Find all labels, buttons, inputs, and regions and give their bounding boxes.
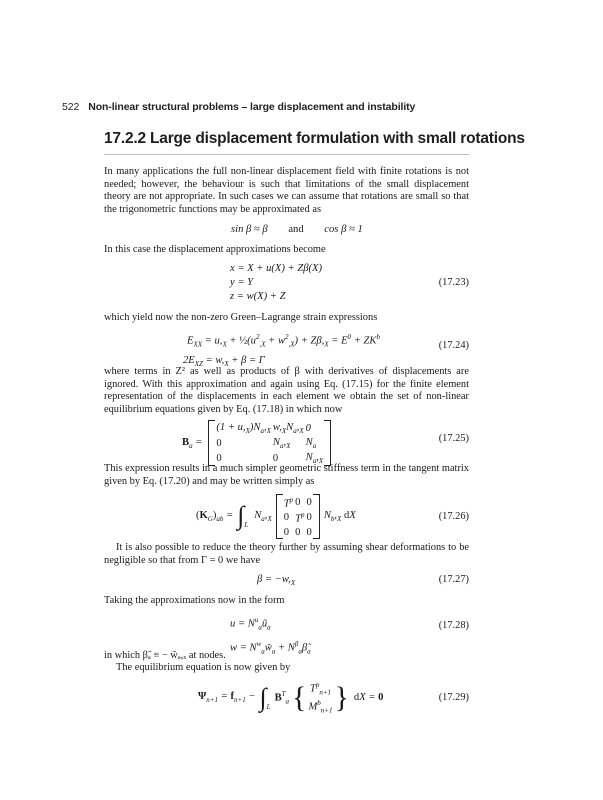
paragraph-4: where terms in Z² as well as products of β with derivatives of displacements are ignored. With this approximation and again using Eq. (17.15) for the finite element representation of the displacements in each element we obtain the set of non-linear equilibrium equations given by Eq. (17.18) in which now [104, 366, 469, 416]
paragraph-7: Taking the approximations now in the form [104, 595, 285, 606]
paragraph-5: This expression results in a much simpler geometric stiffness term in the tangent matrix given by Eq. (17.20) and may be written simply as [104, 463, 469, 487]
eq-17-23-line-2: y = Y [230, 277, 254, 288]
equation-number: (17.29) [438, 692, 469, 703]
equation-17-23 [230, 262, 322, 304]
approx-and: and [288, 224, 304, 235]
equation-17-28: $u = N^u_aũ_a$ $w = N^w_aw̃_a$ + $N^\beta_a\betã_a$ [230, 616, 311, 656]
approx-sin: sin β ≈ β [231, 224, 268, 235]
equation-17-25 [182, 420, 331, 466]
running-title: Non-linear structural problems – large displacement and instability [88, 101, 416, 113]
paragraph-3: which yield now the non-zero Green–Lagrange strain expressions [104, 312, 378, 323]
paragraph-2: In this case the displacement approximations become [104, 244, 326, 255]
equation-17-29 [198, 680, 383, 715]
eq-17-23-line-3: z = w(X) + Z [230, 291, 286, 302]
paragraph-8: in which β̃ₐ ≡ − w̃ₐ,ₓ at nodes. [104, 650, 226, 661]
eq-17-27-body: β = −w, [257, 574, 291, 585]
paragraph-6: It is also possible to reduce the theory further by assuming shear deformations to be negligible so that from Γ = 0 we have [104, 542, 469, 566]
eq-17-28-line-1: u = N [230, 618, 255, 630]
equation-number: (17.26) [438, 511, 469, 522]
section-title: 17.2.2 Large displacement formulation with small rotations [104, 130, 525, 147]
paragraph-1: In many applications the full non-linear displacement field with finite rotations is not needed; however, the behaviour is such that limitations of the small displacement theory are not appropriate. In such cases we can assume that rotations are small so that the trigonometric functions may be approximated as [104, 166, 469, 216]
running-header [62, 101, 415, 113]
geometric-stiffness-matrix: $(K_G)_{ab}$ = $\int_L$ $N_a,_X$ $T^p$ 0 0 $N_b,_X$ dX 0 $T^p$ 0 0 0 0 [196, 495, 356, 538]
equation-number: (17.25) [438, 433, 469, 444]
paragraph-9: The equilibrium equation is now given by [116, 662, 291, 673]
approx-cos: cos β ≈ 1 [324, 224, 363, 235]
matrix-B: $B_a$ = $(1 + u,_X)N_a,_X$ $w,_XN_a,_X$ 0 0 $N_a,_X$ $N_a$ 0 0 $N_a,_X$ [182, 420, 331, 466]
equation-number: (17.24) [438, 340, 469, 351]
page-number: 522 [62, 101, 80, 113]
equation-number: (17.28) [438, 620, 469, 631]
equilibrium-equation: $\Psi_{n+1} = f_{n+1}$ − $\int_L$ $B^T_a$ { $T^p_{n+1}$ } dX = 0 $M^b_{n+1}$ [198, 680, 384, 715]
equation-17-27: $\beta = -w,_X$ [257, 574, 296, 588]
equation-number: (17.23) [438, 277, 469, 288]
title-rule [104, 154, 469, 155]
eq-17-28-line-2: w = N [230, 642, 257, 654]
equation-17-26 [196, 494, 356, 539]
approximation-equation [231, 224, 363, 235]
eq-17-24-line-2: 2E [183, 354, 195, 366]
equation-number: (17.27) [438, 574, 469, 585]
eq-17-23-line-1: x = X + u(X) + Zβ(X) [230, 263, 323, 274]
equation-17-24: $E_{XX} = u,_X$ + $\frac{1}{2}(u^2_{,X} + w^2_{,X}) + Z\beta,_X = E^0 + ZK^b$ $2E_{XZ} = w,_X + \beta = \Gamma$ [183, 333, 380, 368]
